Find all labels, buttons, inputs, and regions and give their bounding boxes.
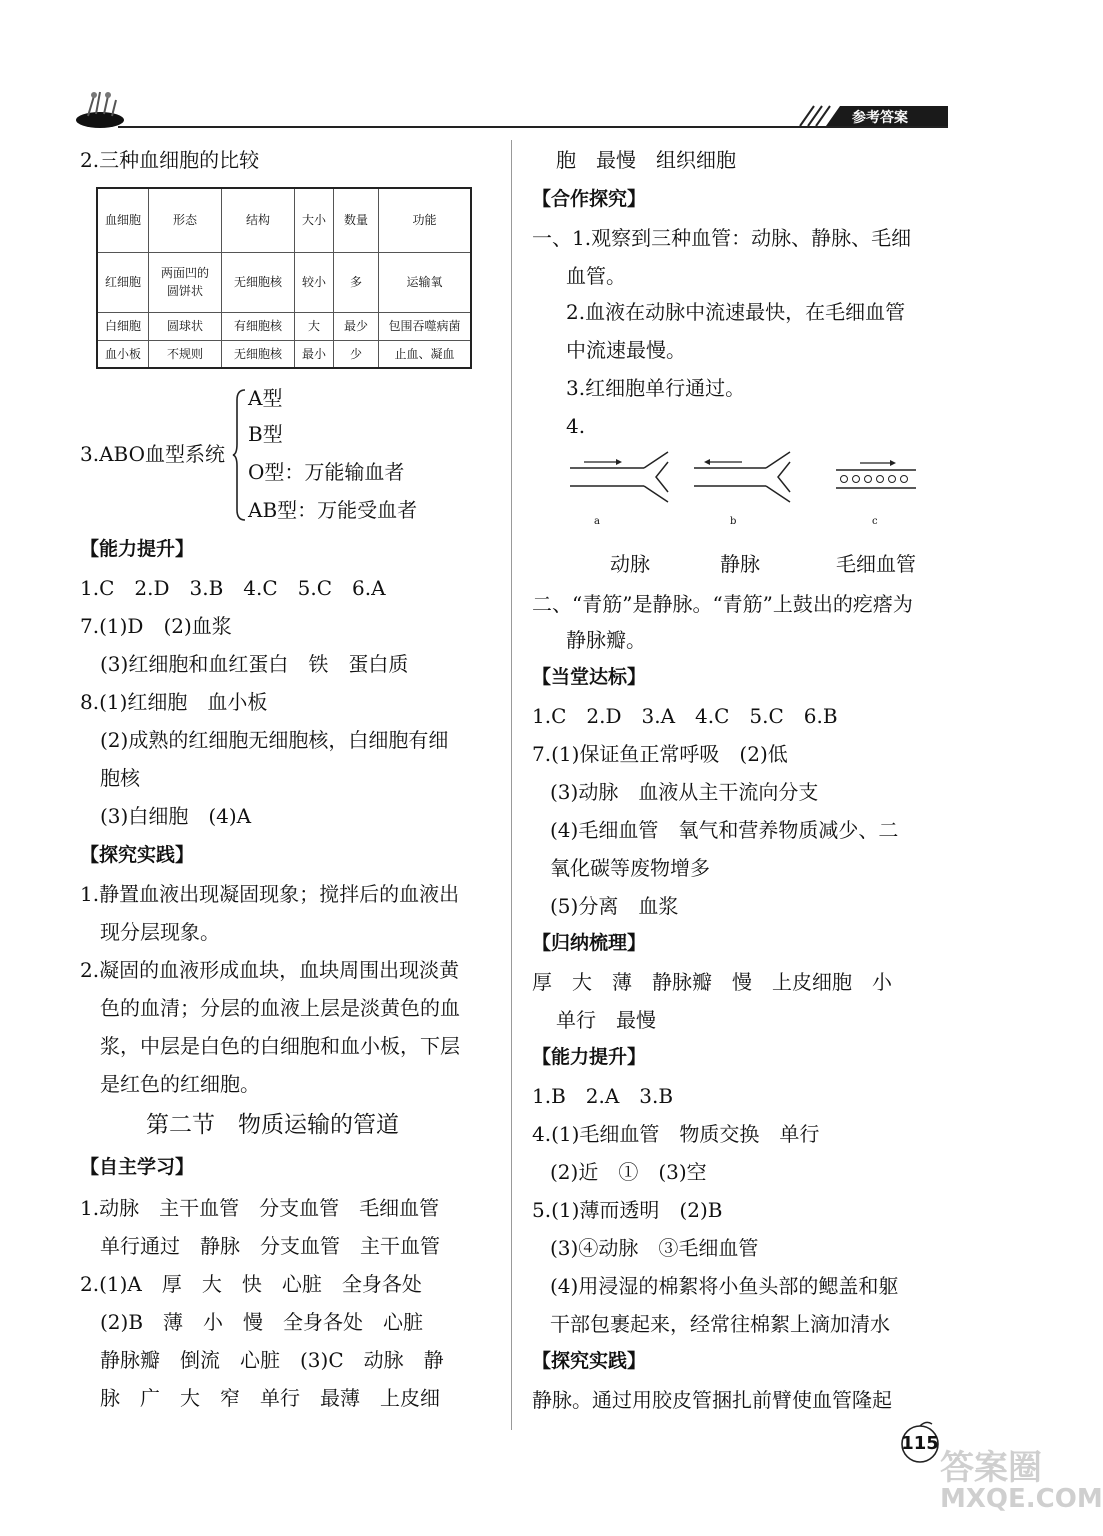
abo-item: O型：万能输血者 [248,460,405,484]
table-cell: 不规则 [149,340,222,368]
answer-line: 2.凝固的血液形成血块，血块周围出现淡黄 [80,958,460,982]
answer-line: 是红色的红细胞。 [100,1072,260,1096]
answer-line: 1.C 2.D 3.B 4.C 5.C 6.A [80,576,386,600]
artery-diagram [570,452,668,502]
abo-item: B型 [248,422,283,446]
blood-cell-table [96,187,472,369]
watermark-logo: 答案圈 [940,1448,1042,1488]
abo-item: AB型：万能受血者 [248,498,418,522]
answer-line: 1.动脉 主干血管 分支血管 毛细血管 [80,1196,440,1220]
section-heading: 【探究实践】 [532,1350,647,1372]
abo-item: A型 [248,386,283,410]
answer-line: 静脉。通过用胶皮管捆扎前臂使血管隆起 [532,1388,892,1412]
answer-line: 7.(1)D (2)血浆 [80,614,232,638]
table-cell: 两面凹的圆饼状 [149,252,222,312]
header-tab-label: 参考答案 [852,110,908,126]
answer-line: (3)白细胞 (4)A [100,804,252,828]
answer-line: 单行通过 静脉 分支血管 主干血管 [100,1234,440,1258]
answer-line: 2.(1)A 厚 大 快 心脏 全身各处 [80,1272,422,1296]
table-cell: 最小 [295,340,334,368]
answer-line: 血管。 [566,264,626,288]
answer-line: 静脉瓣 倒流 心脏 (3)C 动脉 静 [100,1348,444,1372]
answer-line: 3.红细胞单行通过。 [566,376,746,400]
book-logo-icon [74,84,126,130]
table-cell: 圆球状 [149,312,222,340]
table-header-cell: 形态 [149,188,222,252]
table-header-cell: 血细胞 [97,188,149,252]
table-cell: 少 [334,340,379,368]
table-cell: 大 [295,312,334,340]
section-heading: 【自主学习】 [80,1156,195,1178]
section-heading: 【合作探究】 [532,188,647,210]
table-cell: 无细胞核 [222,340,295,368]
brace-icon [232,388,246,522]
answer-line: 5.(1)薄而透明 (2)B [532,1198,723,1222]
capillary-diagram [836,460,916,488]
table-header-cell: 功能 [379,188,472,252]
table-cell: 多 [334,252,379,312]
answer-line: (4)用浸湿的棉絮将小鱼头部的鳃盖和躯 [550,1274,899,1298]
table-cell: 包围吞噬病菌 [379,312,472,340]
diagram-label: 静脉 [720,552,760,576]
answer-line: 4.(1)毛细血管 物质交换 单行 [532,1122,820,1146]
diagram-letter: b [730,516,737,527]
table-cell: 无细胞核 [222,252,295,312]
answer-line: (3)动脉 血液从主干流向分支 [550,780,819,804]
diagram-letter: a [594,516,600,527]
table-header-cell: 大小 [295,188,334,252]
answer-line: 8.(1)红细胞 血小板 [80,690,268,714]
answer-line: 中流速最慢。 [566,338,686,362]
section-heading: 【能力提升】 [80,538,195,560]
answer-line: 一、1.观察到三种血管：动脉、静脉、毛细 [532,226,912,250]
diagram-label: 动脉 [610,552,650,576]
answer-line: (4)毛细血管 氧气和营养物质减少、二 [550,818,899,842]
answer-line: 7.(1)保证鱼正常呼吸 (2)低 [532,742,788,766]
answer-line: 厚 大 薄 静脉瓣 慢 上皮细胞 小 [532,970,892,994]
table-cell: 有细胞核 [222,312,295,340]
vein-diagram [694,452,790,502]
table-cell: 止血、凝血 [379,340,472,368]
table-row [97,340,471,368]
answer-line: 二、“青筋”是静脉。“青筋”上鼓出的疙瘩为 [532,592,913,616]
answer-line: 静脉瓣。 [566,628,646,652]
answer-line: 2.血液在动脉中流速最快，在毛细血管 [566,300,906,324]
answer-line: 单行 最慢 [556,1008,656,1032]
header-tab [800,104,948,128]
watermark-url: MXQE.COM [940,1484,1103,1514]
answer-line: (2)近 ① (3)空 [550,1160,707,1184]
table-row [97,312,471,340]
table-cell: 最少 [334,312,379,340]
answer-line: 氧化碳等废物增多 [550,856,710,880]
answer-line: (5)分离 血浆 [550,894,679,918]
section-title: 第二节 物质运输的管道 [146,1112,399,1138]
answer-line: (3)④动脉 ③毛细血管 [550,1236,759,1260]
answer-line: 1.B 2.A 3.B [532,1084,674,1108]
table-cell: 白细胞 [97,312,149,340]
q2-title: 2.三种血细胞的比较 [80,148,260,172]
diagram-letter: c [872,516,878,527]
answer-line: 4. [566,414,586,438]
answer-line: 胞核 [100,766,140,790]
abo-label: 3.ABO血型系统 [80,442,225,466]
diagram-label: 毛细血管 [836,552,916,576]
table-header-cell: 结构 [222,188,295,252]
section-heading: 【当堂达标】 [532,666,647,688]
answer-line: 现分层现象。 [100,920,220,944]
answer-line: 1.静置血液出现凝固现象；搅拌后的血液出 [80,882,460,906]
answer-line: 干部包裹起来，经常往棉絮上滴加清水 [550,1312,890,1336]
page-number-badge [896,1418,944,1466]
answer-line: (2)成熟的红细胞无细胞核，白细胞有细 [100,728,449,752]
answer-line: (2)B 薄 小 慢 全身各处 心脏 [100,1310,424,1334]
table-row [97,252,471,312]
table-header-cell: 数量 [334,188,379,252]
page-number: 115 [901,1433,939,1454]
answer-line: 色的血清；分层的血液上层是淡黄色的血 [100,996,460,1020]
table-cell: 运输氧 [379,252,472,312]
answer-line: 胞 最慢 组织细胞 [556,148,736,172]
table-cell: 较小 [295,252,334,312]
section-heading: 【归纳梳理】 [532,932,647,954]
section-heading: 【能力提升】 [532,1046,647,1068]
column-divider [511,140,512,1430]
answer-line: 浆，中层是白色的白细胞和血小板，下层 [100,1034,460,1058]
answer-line: (3)红细胞和血红蛋白 铁 蛋白质 [100,652,409,676]
answer-line: 脉 广 大 窄 单行 最薄 上皮细 [100,1386,440,1410]
table-header-row [97,188,471,252]
table-cell: 血小板 [97,340,149,368]
section-heading: 【探究实践】 [80,844,195,866]
answer-line: 1.C 2.D 3.A 4.C 5.C 6.B [532,704,838,728]
table-cell: 红细胞 [97,252,149,312]
